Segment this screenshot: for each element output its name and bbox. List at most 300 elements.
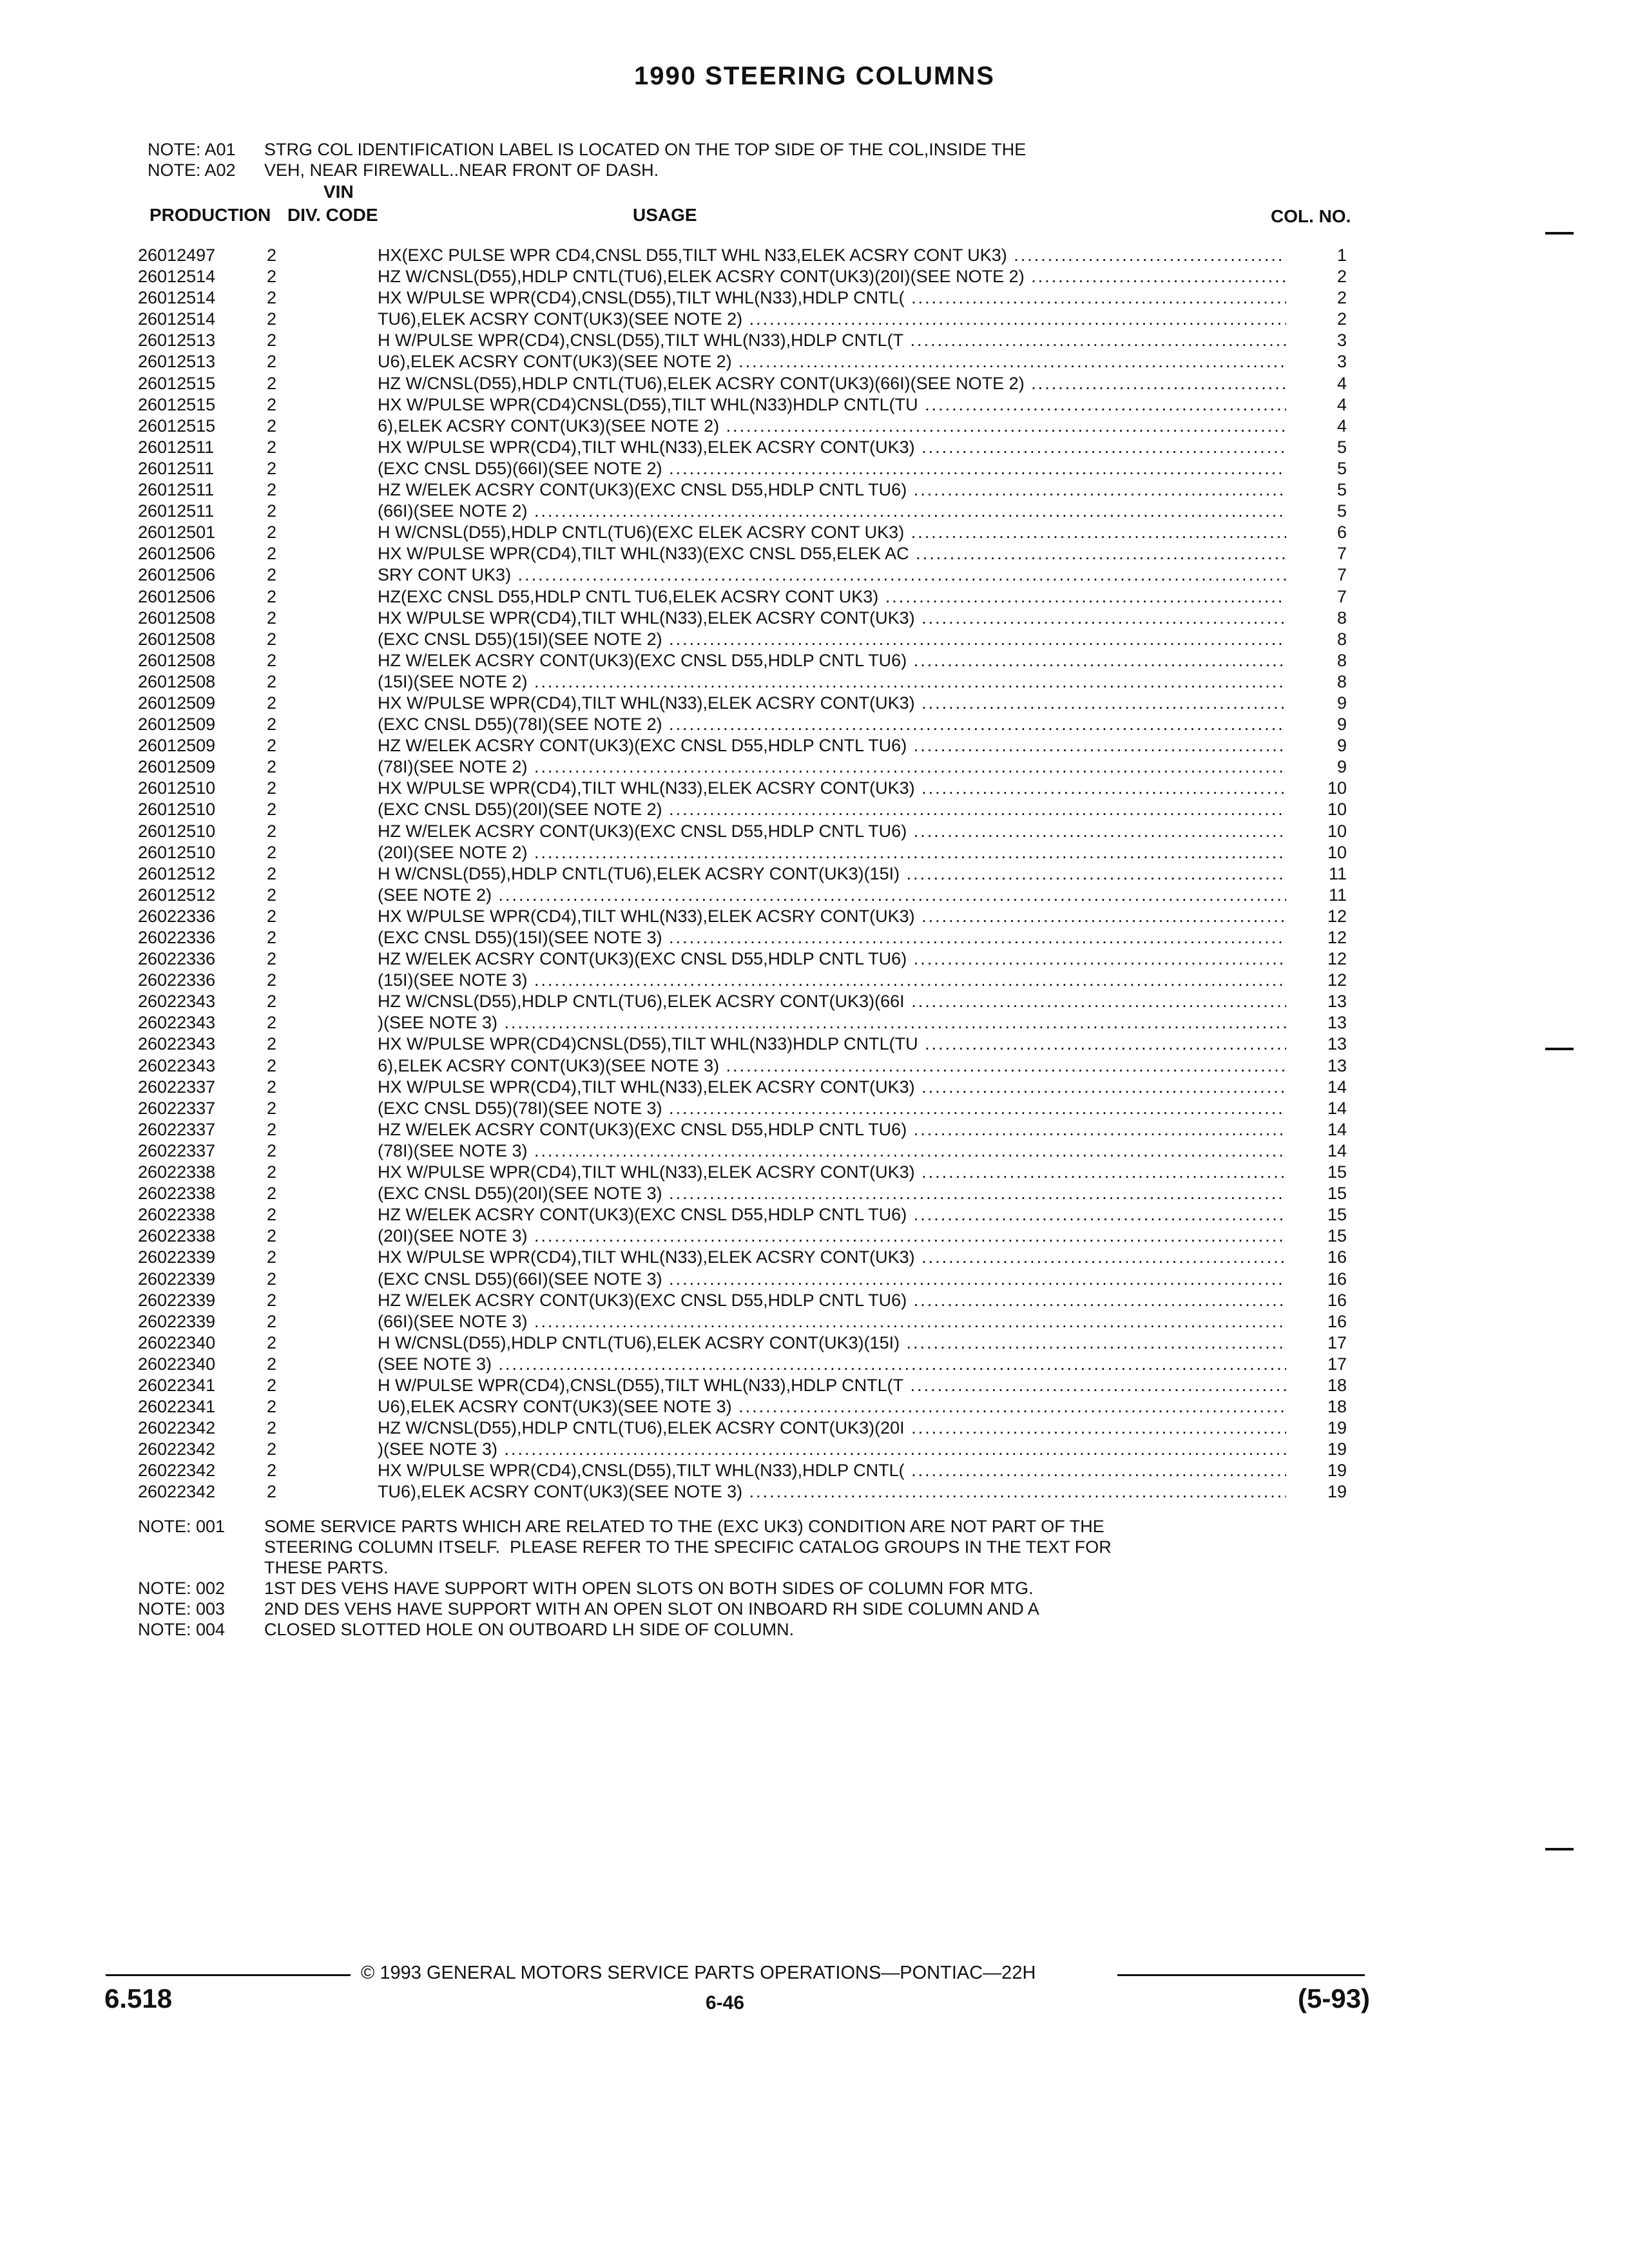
div-code: 2	[267, 1055, 277, 1075]
column-number: 9	[1336, 757, 1347, 777]
table-row	[0, 906, 1629, 927]
usage-text: (78I)(SEE NOTE 2) .....	[378, 756, 1286, 778]
usage-text: (15I)(SEE NOTE 2) .....	[378, 671, 1286, 693]
div-code: 2	[267, 1162, 277, 1182]
production-code: 26012514	[138, 267, 216, 287]
usage-text: HX(EXC PULSE WPR CD4,CNSL D55,TILT WHL N33,ELEK ACSRY CONT UK3) .....	[378, 245, 1286, 266]
div-code: 2	[267, 1439, 277, 1459]
note-label: NOTE: 002	[138, 1579, 226, 1598]
column-number: 7	[1336, 586, 1347, 606]
table-row	[0, 1033, 1629, 1055]
usage-text: 6),ELEK ACSRY CONT(UK3)(SEE NOTE 3) .....	[378, 1055, 1286, 1077]
footer-rule-left	[106, 1974, 351, 1976]
production-code: 26012515	[138, 416, 216, 436]
production-code: 26022342	[138, 1461, 216, 1481]
usage-text: H W/CNSL(D55),HDLP CNTL(TU6)(EXC ELEK ACSRY CONT UK3) .....	[378, 522, 1286, 543]
column-number: 15	[1327, 1184, 1347, 1204]
production-code: 26012510	[138, 800, 216, 820]
production-code: 26022339	[138, 1247, 216, 1267]
table-row	[0, 1162, 1629, 1183]
production-code: 26022338	[138, 1205, 216, 1225]
column-number: 14	[1327, 1098, 1347, 1118]
usage-text: H W/CNSL(D55),HDLP CNTL(TU6),ELEK ACSRY CONT(UK3)(15I) .....	[378, 863, 1286, 885]
column-number: 12	[1327, 928, 1347, 947]
usage-text: HX W/PULSE WPR(CD4),TILT WHL(N33),ELEK ACSRY CONT(UK3) .....	[378, 778, 1286, 799]
column-number: 5	[1336, 437, 1347, 457]
column-number: 8	[1336, 608, 1347, 628]
table-row	[0, 799, 1629, 820]
table-row	[0, 970, 1629, 991]
div-code: 2	[267, 1461, 277, 1481]
margin-tick-mark	[1545, 1848, 1574, 1850]
column-number: 19	[1327, 1439, 1347, 1459]
div-code: 2	[267, 715, 277, 735]
column-number: 16	[1327, 1247, 1347, 1267]
production-code: 26022340	[138, 1332, 216, 1352]
production-code: 26022336	[138, 970, 216, 990]
table-row	[0, 1204, 1629, 1225]
production-code: 26022343	[138, 1055, 216, 1075]
div-code: 2	[267, 629, 277, 649]
table-row	[0, 245, 1629, 266]
note-label: NOTE: 003	[138, 1599, 226, 1619]
table-row	[0, 1396, 1629, 1418]
column-number: 13	[1327, 1013, 1347, 1033]
production-code: 26022336	[138, 928, 216, 947]
table-row	[0, 1439, 1629, 1460]
usage-text: (EXC CNSL D55)(20I)(SEE NOTE 2) .....	[378, 799, 1286, 820]
column-number: 10	[1327, 778, 1347, 798]
page-title: 1990 STEERING COLUMNS	[634, 62, 995, 90]
note-label: NOTE: 004	[138, 1620, 226, 1639]
margin-tick-mark	[1545, 1048, 1574, 1050]
column-number: 2	[1336, 267, 1347, 287]
note-text: 2ND DES VEHS HAVE SUPPORT WITH AN OPEN SLOT ON INBOARD RH SIDE COLUMN AND A	[264, 1599, 1039, 1619]
usage-text: (EXC CNSL D55)(78I)(SEE NOTE 3) .....	[378, 1098, 1286, 1119]
usage-text: HZ W/CNSL(D55),HDLP CNTL(TU6),ELEK ACSRY CONT(UK3)(20I .....	[378, 1418, 1286, 1439]
usage-text: HX W/PULSE WPR(CD4),TILT WHL(N33),ELEK ACSRY CONT(UK3) .....	[378, 1077, 1286, 1098]
usage-text: (EXC CNSL D55)(15I)(SEE NOTE 3) .....	[378, 927, 1286, 948]
div-code: 2	[267, 1140, 277, 1160]
production-code: 26012508	[138, 671, 216, 691]
div-code: 2	[267, 523, 277, 543]
footer-section-number: 6.518	[104, 1983, 173, 2013]
column-number: 18	[1327, 1375, 1347, 1395]
production-code: 26012511	[138, 480, 215, 500]
usage-text: (EXC CNSL D55)(20I)(SEE NOTE 3) .....	[378, 1183, 1286, 1204]
production-code: 26012509	[138, 693, 216, 713]
production-code: 26012509	[138, 715, 216, 735]
column-number: 10	[1327, 800, 1347, 820]
production-code: 26022343	[138, 1013, 216, 1033]
production-code: 26012513	[138, 331, 216, 351]
usage-text: HX W/PULSE WPR(CD4),CNSL(D55),TILT WHL(N33),HDLP CNTL( .....	[378, 1460, 1286, 1481]
production-code: 26012506	[138, 586, 216, 606]
div-code: 2	[267, 437, 277, 457]
usage-text: HZ W/ELEK ACSRY CONT(UK3)(EXC CNSL D55,HDLP CNTL TU6) .....	[378, 650, 1286, 671]
usage-text: HZ W/ELEK ACSRY CONT(UK3)(EXC CNSL D55,HDLP CNTL TU6) .....	[378, 948, 1286, 970]
table-row	[0, 1055, 1629, 1077]
production-code: 26022341	[138, 1397, 216, 1417]
column-number: 8	[1336, 629, 1347, 649]
production-code: 26022339	[138, 1290, 216, 1310]
table-row	[0, 1290, 1629, 1311]
div-code: 2	[267, 501, 277, 521]
table-row	[0, 693, 1629, 714]
table-row	[0, 373, 1629, 394]
production-code: 26012513	[138, 352, 216, 372]
column-number: 19	[1327, 1482, 1347, 1502]
usage-text: HX W/PULSE WPR(CD4)CNSL(D55),TILT WHL(N33)HDLP CNTL(TU .....	[378, 394, 1286, 416]
div-code: 2	[267, 821, 277, 841]
div-code: 2	[267, 288, 277, 308]
table-row	[0, 1140, 1629, 1162]
column-number: 6	[1336, 523, 1347, 543]
header-col-no: COL. NO.	[1271, 206, 1351, 226]
column-number: 4	[1336, 373, 1347, 393]
usage-text: HX W/PULSE WPR(CD4),TILT WHL(N33),ELEK ACSRY CONT(UK3) .....	[378, 1162, 1286, 1183]
header-vin: VIN	[323, 182, 354, 202]
div-code: 2	[267, 1013, 277, 1033]
usage-text: HX W/PULSE WPR(CD4),TILT WHL(N33)(EXC CNSL D55,ELEK AC .....	[378, 543, 1286, 564]
div-code: 2	[267, 1375, 277, 1395]
column-number: 4	[1336, 394, 1347, 414]
table-row	[0, 1119, 1629, 1140]
table-row	[0, 522, 1629, 543]
usage-text: HZ W/CNSL(D55),HDLP CNTL(TU6),ELEK ACSRY CONT(UK3)(20I)(SEE NOTE 2) .....	[378, 266, 1286, 287]
div-code: 2	[267, 245, 277, 265]
usage-text: HX W/PULSE WPR(CD4)CNSL(D55),TILT WHL(N33)HDLP CNTL(TU .....	[378, 1033, 1286, 1055]
column-number: 2	[1336, 309, 1347, 329]
table-row	[0, 416, 1629, 437]
table-row	[0, 1077, 1629, 1098]
production-code: 26012508	[138, 650, 216, 670]
column-number: 14	[1327, 1119, 1347, 1139]
margin-tick-mark	[1545, 232, 1574, 235]
usage-text: U6),ELEK ACSRY CONT(UK3)(SEE NOTE 3) .....	[378, 1396, 1286, 1418]
table-row	[0, 1332, 1629, 1354]
table-row	[0, 564, 1629, 586]
div-code: 2	[267, 1397, 277, 1417]
note-text: STEERING COLUMN ITSELF. PLEASE REFER TO THE SPECIFIC CATALOG GROUPS IN THE TEXT FOR	[264, 1537, 1112, 1557]
usage-text: H W/PULSE WPR(CD4),CNSL(D55),TILT WHL(N33),HDLP CNTL(T .....	[378, 330, 1286, 351]
table-row	[0, 1481, 1629, 1503]
usage-text: U6),ELEK ACSRY CONT(UK3)(SEE NOTE 2) .....	[378, 351, 1286, 372]
table-row	[0, 991, 1629, 1012]
production-code: 26012510	[138, 821, 216, 841]
div-code: 2	[267, 565, 277, 585]
table-row	[0, 927, 1629, 948]
column-number: 12	[1327, 970, 1347, 990]
column-number: 9	[1336, 736, 1347, 756]
note-label: NOTE: A01	[148, 140, 236, 159]
div-code: 2	[267, 650, 277, 670]
div-code: 2	[267, 309, 277, 329]
div-code: 2	[267, 480, 277, 500]
div-code: 2	[267, 992, 277, 1012]
production-code: 26012497	[138, 245, 216, 265]
table-row	[0, 394, 1629, 416]
div-code: 2	[267, 1098, 277, 1118]
div-code: 2	[267, 671, 277, 691]
usage-text: )(SEE NOTE 3) .....	[378, 1439, 1286, 1460]
usage-text: HZ(EXC CNSL D55,HDLP CNTL TU6,ELEK ACSRY CONT UK3) .....	[378, 586, 1286, 608]
div-code: 2	[267, 1418, 277, 1438]
div-code: 2	[267, 1205, 277, 1225]
table-row	[0, 756, 1629, 778]
production-code: 26022337	[138, 1140, 216, 1160]
production-code: 26012515	[138, 394, 216, 414]
production-code: 26022339	[138, 1311, 216, 1331]
column-number: 16	[1327, 1311, 1347, 1331]
div-code: 2	[267, 1290, 277, 1310]
usage-text: HZ W/CNSL(D55),HDLP CNTL(TU6),ELEK ACSRY CONT(UK3)(66I .....	[378, 991, 1286, 1012]
usage-text: (EXC CNSL D55)(66I)(SEE NOTE 2) .....	[378, 458, 1286, 479]
table-row	[0, 650, 1629, 671]
column-number: 13	[1327, 1034, 1347, 1054]
column-number: 10	[1327, 842, 1347, 862]
production-code: 26022338	[138, 1162, 216, 1182]
note-text: THESE PARTS.	[264, 1558, 389, 1577]
usage-text: HZ W/ELEK ACSRY CONT(UK3)(EXC CNSL D55,HDLP CNTL TU6) .....	[378, 1119, 1286, 1140]
div-code: 2	[267, 608, 277, 628]
usage-text: HZ W/ELEK ACSRY CONT(UK3)(EXC CNSL D55,HDLP CNTL TU6) .....	[378, 1204, 1286, 1225]
div-code: 2	[267, 1226, 277, 1246]
column-number: 2	[1336, 288, 1347, 308]
parts-table	[0, 245, 1629, 1503]
column-number: 15	[1327, 1162, 1347, 1182]
div-code: 2	[267, 1311, 277, 1331]
column-number: 12	[1327, 906, 1347, 926]
table-row	[0, 1012, 1629, 1033]
table-row	[0, 735, 1629, 756]
column-number: 8	[1336, 650, 1347, 670]
column-number: 12	[1327, 949, 1347, 969]
production-code: 26012511	[138, 437, 215, 457]
div-code: 2	[267, 906, 277, 926]
div-code: 2	[267, 1354, 277, 1374]
column-number: 8	[1336, 671, 1347, 691]
column-number: 9	[1336, 715, 1347, 735]
div-code: 2	[267, 352, 277, 372]
column-number: 9	[1336, 693, 1347, 713]
table-row	[0, 608, 1629, 629]
footer-rule-right	[1117, 1974, 1365, 1976]
production-code: 26012508	[138, 608, 216, 628]
column-number: 10	[1327, 821, 1347, 841]
column-number: 13	[1327, 1055, 1347, 1075]
div-code: 2	[267, 1269, 277, 1289]
div-code: 2	[267, 693, 277, 713]
usage-text: (20I)(SEE NOTE 3) .....	[378, 1225, 1286, 1247]
usage-text: (SEE NOTE 2) .....	[378, 885, 1286, 906]
usage-text: (EXC CNSL D55)(78I)(SEE NOTE 2) .....	[378, 714, 1286, 735]
production-code: 26022342	[138, 1482, 216, 1502]
column-number: 15	[1327, 1226, 1347, 1246]
div-code: 2	[267, 778, 277, 798]
note-label: NOTE: A02	[148, 160, 236, 180]
column-number: 16	[1327, 1290, 1347, 1310]
footer-date: (5-93)	[1298, 1983, 1371, 2013]
production-code: 26012506	[138, 544, 216, 564]
table-row	[0, 1418, 1629, 1439]
usage-text: (SEE NOTE 3) .....	[378, 1354, 1286, 1375]
table-row	[0, 1354, 1629, 1375]
div-code: 2	[267, 1034, 277, 1054]
usage-text: (EXC CNSL D55)(66I)(SEE NOTE 3) .....	[378, 1269, 1286, 1290]
column-number: 3	[1336, 331, 1347, 351]
usage-text: HZ W/ELEK ACSRY CONT(UK3)(EXC CNSL D55,HDLP CNTL TU6) .....	[378, 735, 1286, 756]
header-production: PRODUCTION	[149, 205, 271, 225]
table-row	[0, 1375, 1629, 1396]
div-code: 2	[267, 586, 277, 606]
production-code: 26022342	[138, 1439, 216, 1459]
usage-text: H W/CNSL(D55),HDLP CNTL(TU6),ELEK ACSRY CONT(UK3)(15I) .....	[378, 1332, 1286, 1354]
div-code: 2	[267, 267, 277, 287]
div-code: 2	[267, 544, 277, 564]
production-code: 26012501	[138, 523, 216, 543]
note-text: VEH, NEAR FIREWALL..NEAR FRONT OF DASH.	[264, 160, 659, 180]
usage-text: HX W/PULSE WPR(CD4),TILT WHL(N33),ELEK ACSRY CONT(UK3) .....	[378, 437, 1286, 458]
column-number: 14	[1327, 1140, 1347, 1160]
production-code: 26022338	[138, 1184, 216, 1204]
usage-text: (78I)(SEE NOTE 3) .....	[378, 1140, 1286, 1162]
table-row	[0, 948, 1629, 970]
production-code: 26012514	[138, 309, 216, 329]
usage-text: )(SEE NOTE 3) .....	[378, 1012, 1286, 1033]
div-code: 2	[267, 1482, 277, 1502]
table-row	[0, 266, 1629, 287]
column-number: 18	[1327, 1397, 1347, 1417]
production-code: 26022340	[138, 1354, 216, 1374]
column-number: 19	[1327, 1418, 1347, 1438]
production-code: 26022342	[138, 1418, 216, 1438]
column-number: 16	[1327, 1269, 1347, 1289]
table-row	[0, 287, 1629, 309]
column-number: 3	[1336, 352, 1347, 372]
div-code: 2	[267, 1332, 277, 1352]
column-number: 14	[1327, 1077, 1347, 1097]
usage-text: (66I)(SEE NOTE 3) .....	[378, 1311, 1286, 1332]
usage-text: HX W/PULSE WPR(CD4),TILT WHL(N33),ELEK ACSRY CONT(UK3) .....	[378, 906, 1286, 927]
usage-text: SRY CONT UK3) .....	[378, 564, 1286, 586]
div-code: 2	[267, 949, 277, 969]
table-row	[0, 351, 1629, 372]
column-number: 7	[1336, 565, 1347, 585]
header-div-code: DIV. CODE	[287, 205, 378, 225]
table-row	[0, 1183, 1629, 1204]
column-number: 17	[1327, 1354, 1347, 1374]
table-row	[0, 1311, 1629, 1332]
production-code: 26012509	[138, 757, 216, 777]
table-row	[0, 543, 1629, 564]
table-row	[0, 629, 1629, 650]
note-text: STRG COL IDENTIFICATION LABEL IS LOCATED ON THE TOP SIDE OF THE COL,INSIDE THE	[264, 140, 1027, 159]
production-code: 26022341	[138, 1375, 216, 1395]
header-usage: USAGE	[633, 205, 697, 225]
production-code: 26022337	[138, 1119, 216, 1139]
usage-text: (EXC CNSL D55)(15I)(SEE NOTE 2) .....	[378, 629, 1286, 650]
table-row	[0, 885, 1629, 906]
usage-text: HZ W/ELEK ACSRY CONT(UK3)(EXC CNSL D55,HDLP CNTL TU6) .....	[378, 1290, 1286, 1311]
usage-text: HZ W/CNSL(D55),HDLP CNTL(TU6),ELEK ACSRY CONT(UK3)(66I)(SEE NOTE 2) .....	[378, 373, 1286, 394]
div-code: 2	[267, 1077, 277, 1097]
div-code: 2	[267, 842, 277, 862]
column-number: 1	[1336, 245, 1347, 265]
div-code: 2	[267, 1119, 277, 1139]
column-number: 15	[1327, 1205, 1347, 1225]
div-code: 2	[267, 757, 277, 777]
div-code: 2	[267, 928, 277, 947]
usage-text: 6),ELEK ACSRY CONT(UK3)(SEE NOTE 2) .....	[378, 416, 1286, 437]
production-code: 26022338	[138, 1226, 216, 1246]
table-row	[0, 842, 1629, 863]
column-number: 5	[1336, 501, 1347, 521]
footer-copyright: © 1993 GENERAL MOTORS SERVICE PARTS OPERATIONS—PONTIAC—22H	[361, 1963, 1036, 1983]
production-code: 26012512	[138, 863, 216, 883]
div-code: 2	[267, 458, 277, 478]
table-row	[0, 778, 1629, 799]
usage-text: HX W/PULSE WPR(CD4),CNSL(D55),TILT WHL(N33),HDLP CNTL( .....	[378, 287, 1286, 309]
table-row	[0, 1098, 1629, 1119]
div-code: 2	[267, 416, 277, 436]
usage-text: (15I)(SEE NOTE 3) .....	[378, 970, 1286, 991]
div-code: 2	[267, 331, 277, 351]
production-code: 26012506	[138, 565, 216, 585]
note-text: SOME SERVICE PARTS WHICH ARE RELATED TO THE (EXC UK3) CONDITION ARE NOT PART OF THE	[264, 1517, 1104, 1536]
production-code: 26022337	[138, 1077, 216, 1097]
production-code: 26012510	[138, 842, 216, 862]
div-code: 2	[267, 885, 277, 905]
table-row	[0, 309, 1629, 330]
production-code: 26022339	[138, 1269, 216, 1289]
usage-text: (66I)(SEE NOTE 2) .....	[378, 501, 1286, 522]
production-code: 26012511	[138, 501, 215, 521]
table-row	[0, 1225, 1629, 1247]
production-code: 26022343	[138, 1034, 216, 1054]
table-row	[0, 501, 1629, 522]
note-label: NOTE: 001	[138, 1517, 226, 1536]
usage-text: HX W/PULSE WPR(CD4),TILT WHL(N33),ELEK ACSRY CONT(UK3) .....	[378, 608, 1286, 629]
table-row	[0, 821, 1629, 842]
note-text: 1ST DES VEHS HAVE SUPPORT WITH OPEN SLOTS ON BOTH SIDES OF COLUMN FOR MTG.	[264, 1579, 1034, 1598]
production-code: 26022336	[138, 949, 216, 969]
column-number: 19	[1327, 1461, 1347, 1481]
table-row	[0, 1460, 1629, 1481]
column-number: 4	[1336, 416, 1347, 436]
production-code: 26012511	[138, 458, 215, 478]
usage-text: (20I)(SEE NOTE 2) .....	[378, 842, 1286, 863]
column-number: 5	[1336, 458, 1347, 478]
div-code: 2	[267, 863, 277, 883]
div-code: 2	[267, 394, 277, 414]
table-row	[0, 863, 1629, 885]
div-code: 2	[267, 970, 277, 990]
production-code: 26022336	[138, 906, 216, 926]
div-code: 2	[267, 736, 277, 756]
column-number: 11	[1328, 885, 1347, 905]
table-row	[0, 586, 1629, 608]
production-code: 26022337	[138, 1098, 216, 1118]
usage-text: HX W/PULSE WPR(CD4),TILT WHL(N33),ELEK ACSRY CONT(UK3) .....	[378, 693, 1286, 714]
table-row	[0, 671, 1629, 693]
production-code: 26012509	[138, 736, 216, 756]
production-code: 26012515	[138, 373, 216, 393]
table-row	[0, 330, 1629, 351]
column-number: 5	[1336, 480, 1347, 500]
footer-page-number: 6-46	[706, 1992, 745, 2013]
table-row	[0, 1269, 1629, 1290]
